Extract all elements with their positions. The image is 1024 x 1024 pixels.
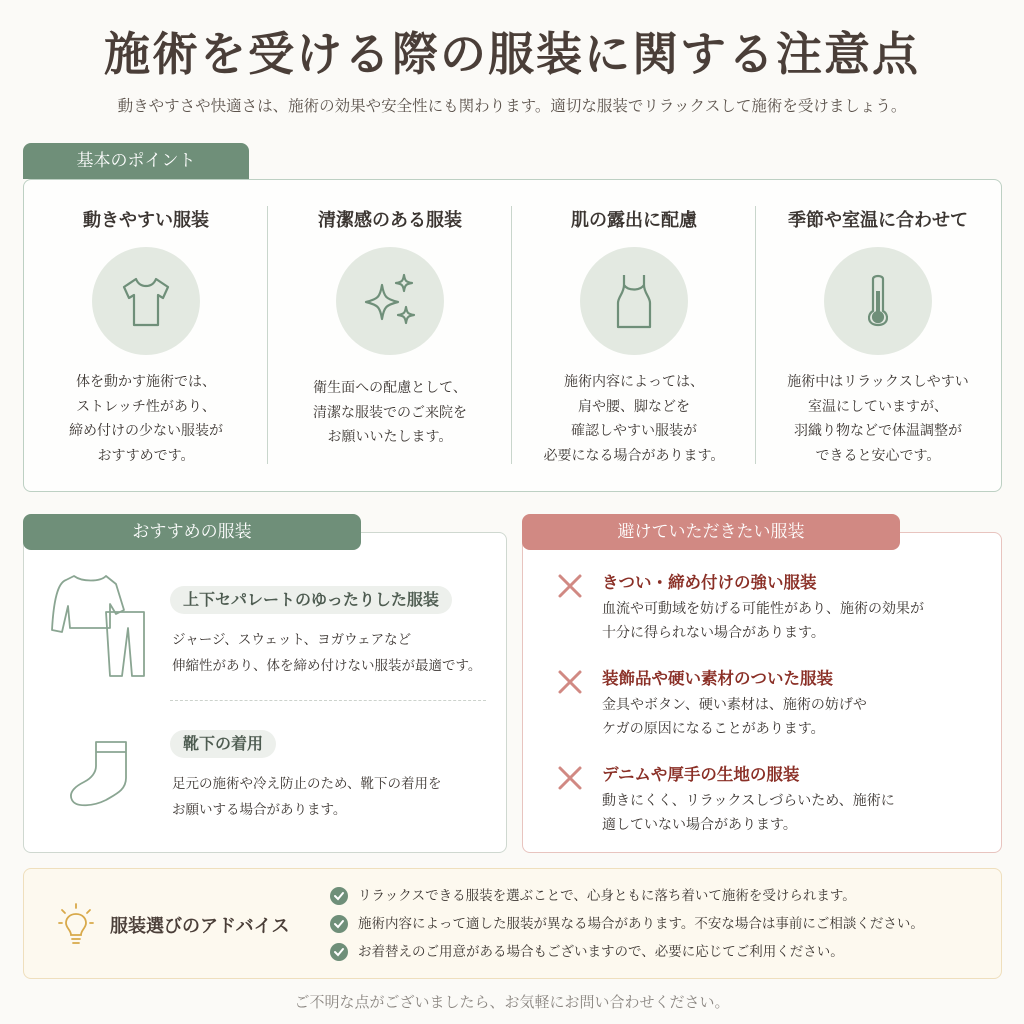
footer-note: ご不明な点がございましたら、お気軽にお問い合わせください。 <box>294 993 730 1011</box>
desc-line: 十分に得られない場合があります。 <box>602 625 825 641</box>
advice-text: 施術内容によって適した服装が異なる場合があります。不安な場合は事前にご相談ください。 <box>358 916 924 932</box>
desc-line: できると安心です。 <box>815 447 941 464</box>
desc-line: ケガの原因になることがあります。 <box>602 721 825 737</box>
desc-line: 締め付けの少ない服装が <box>69 423 223 439</box>
advice-text: お着替えのご用意がある場合もございますので、必要に応じてご利用ください。 <box>358 944 844 960</box>
recommended-item-description <box>172 771 441 823</box>
desc-line: ストレッチ性があり、 <box>76 398 216 415</box>
point-title: 清潔感のある服装 <box>318 210 462 231</box>
x-mark-icon <box>556 668 584 696</box>
recommended-item-description <box>172 627 481 679</box>
page-title: 施術を受ける際の服装に関する注意点 <box>104 27 920 81</box>
desc-line: 室温にしていますが、 <box>808 398 948 415</box>
desc-line: 羽織り物などで体温調整が <box>794 423 962 439</box>
check-icon <box>330 943 348 961</box>
advice-text: リラックスできる服装を選ぶことで、心身ともに落ち着いて施術を受けられます。 <box>358 888 856 904</box>
desc-line: 清潔な服装でのご来院を <box>313 404 467 421</box>
desc-line: お願いする場合があります。 <box>172 802 347 818</box>
avoid-item-description <box>602 597 924 645</box>
avoid-item-title: 装飾品や硬い素材のついた服装 <box>602 669 833 688</box>
basic-points-card <box>23 179 1002 492</box>
x-mark-icon <box>556 572 584 600</box>
thermometer-icon <box>824 247 932 355</box>
desc-line: 金具やボタン、硬い素材は、施術の妨げや <box>602 697 867 713</box>
desc-line: 血流や可動域を妨げる可能性があり、施術の効果が <box>602 601 924 617</box>
point-title: 動きやすい服装 <box>83 210 209 231</box>
desc-line: お願いいたします。 <box>327 429 453 445</box>
sock-icon <box>66 738 134 810</box>
point-title: 肌の露出に配慮 <box>571 210 697 231</box>
point-description <box>522 370 746 468</box>
point-description <box>278 376 502 450</box>
point-description <box>766 370 990 468</box>
point-column <box>268 180 512 493</box>
tracksuit-icon <box>48 572 154 680</box>
divider <box>170 700 486 701</box>
avoid-item-title: デニムや厚手の生地の服装 <box>602 765 800 784</box>
point-title: 季節や室温に合わせて <box>788 210 968 231</box>
avoid-item-title: きつい・締め付けの強い服装 <box>602 573 817 592</box>
desc-line: 確認しやすい服装が <box>571 423 697 439</box>
desc-line: 衛生面への配慮として、 <box>313 380 467 396</box>
avoid-item-description <box>602 789 895 837</box>
lightbulb-icon <box>58 902 94 946</box>
desc-line: ジャージ、スウェット、ヨガウェアなど <box>172 632 412 648</box>
desc-line: 体を動かす施術では、 <box>76 374 216 390</box>
desc-line: 動きにくく、リラックスしづらいため、施術に <box>602 793 895 809</box>
recommended-item-title: 上下セパレートのゆったりした服装 <box>170 586 452 614</box>
basic-points-tab: 基本のポイント <box>23 143 249 179</box>
sparkle-icon <box>336 247 444 355</box>
desc-line: 必要になる場合があります。 <box>543 447 725 464</box>
tshirt-icon <box>92 247 200 355</box>
desc-line: 肩や腰、脚などを <box>578 398 690 415</box>
advice-title: 服装選びのアドバイス <box>110 916 290 937</box>
recommended-tab: おすすめの服装 <box>23 514 361 550</box>
desc-line: 施術中はリラックスしやすい <box>787 374 969 390</box>
check-icon <box>330 915 348 933</box>
desc-line: 施術内容によっては、 <box>564 374 704 390</box>
desc-line: 足元の施術や冷え防止のため、靴下の着用を <box>172 776 442 792</box>
tank-top-icon <box>580 247 688 355</box>
desc-line: おすすめです。 <box>97 447 195 464</box>
avoid-tab: 避けていただきたい服装 <box>522 514 900 550</box>
desc-line: 伸縮性があり、体を締め付けない服装が最適です。 <box>172 658 482 674</box>
point-description <box>34 370 258 468</box>
point-column <box>24 180 268 493</box>
desc-line: 適していない場合があります。 <box>602 817 797 833</box>
avoid-item-description <box>602 693 867 741</box>
point-column <box>512 180 756 493</box>
point-column <box>756 180 1000 493</box>
x-mark-icon <box>556 764 584 792</box>
recommended-item-title: 靴下の着用 <box>170 730 276 758</box>
check-icon <box>330 887 348 905</box>
page-subtitle: 動きやすさや快適さは、施術の効果や安全性にも関わります。適切な服装でリラックスして施術を受けましょう。 <box>117 97 907 115</box>
